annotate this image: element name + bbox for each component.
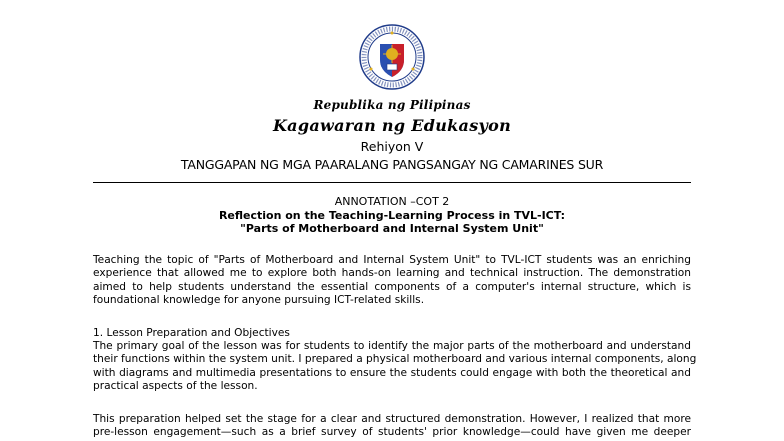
annotation-title: ANNOTATION –COT 2 [334,195,450,208]
paragraph-line: practical aspects of the lesson. [93,380,258,393]
republic-heading: Republika ng Pilipinas [313,98,471,112]
department-heading: Kagawaran ng Edukasyon [272,116,512,135]
section-paragraph [93,340,697,394]
intro-paragraph [93,254,691,308]
paragraph-line: pre-lesson engagement—such as a brief survey of students' prior knowledge—could have given me deeper [93,426,691,439]
header-divider [93,182,691,183]
region-heading: Rehiyon V [360,139,424,154]
paragraph-line: their functions within the system unit. I prepared a physical motherboard and various internal components, along [93,353,697,366]
annotation-subtitle-line1: Reflection on the Teaching-Learning Process in TVL-ICT: [218,209,566,222]
section-heading-text: 1. Lesson Preparation and Objectives [93,327,290,339]
annotation-subtitle-line2: "Parts of Motherboard and Internal System Unit" [240,222,544,235]
paragraph-line: with diagrams and multimedia presentations to ensure the students could engage with both the theoretical and [93,366,691,379]
deped-seal-icon [359,24,425,90]
paragraph-line: foundational knowledge for anyone pursuing ICT-related skills. [93,294,425,307]
section-heading [93,327,691,340]
paragraph-line: experience that allowed me to explore both hands-on learning and technical instruction. The demonstration [93,267,691,280]
paragraph-line: This preparation helped set the stage for a clear and structured demonstration. However, I realized that more [93,413,691,425]
paragraph-line: aimed to help students understand the essential components of a computer's internal structure, which is [93,280,691,293]
paragraph-line: Teaching the topic of "Parts of Motherboard and Internal System Unit" to TVL-ICT students was an enriching [93,254,691,266]
office-heading: TANGGAPAN NG MGA PAARALANG PANGSANGAY NG CAMARINES SUR [180,157,604,172]
paragraph-line: The primary goal of the lesson was for students to identify the major parts of the motherboard and understand [93,340,691,352]
section-paragraph-continued [93,413,691,440]
